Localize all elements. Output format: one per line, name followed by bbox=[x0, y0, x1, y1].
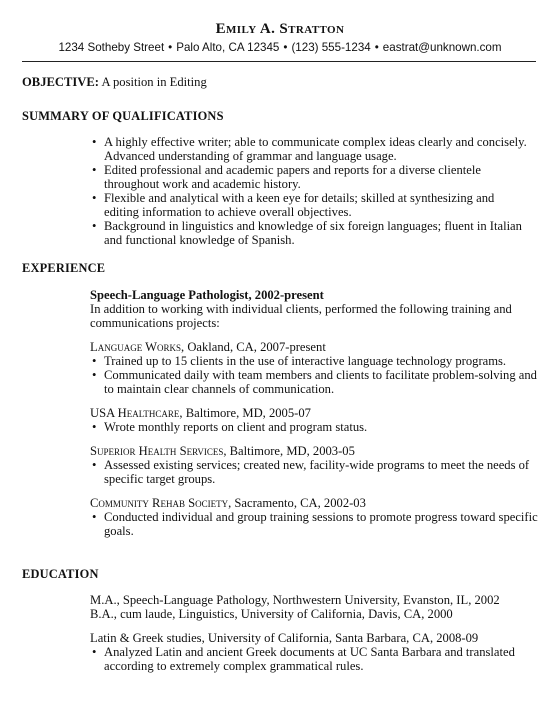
objective-line bbox=[22, 75, 536, 89]
list-item: • Background in linguistics and knowledge of six foreign languages; fluent in Italian and functional knowledge of Spanish. bbox=[90, 219, 530, 247]
list-item: • A highly effective writer; able to communicate complex ideas clearly and concisely. Advanced understanding of grammar and language usage. bbox=[90, 135, 530, 163]
header-divider bbox=[22, 61, 536, 62]
employer-duties bbox=[90, 458, 538, 486]
degree-line: B.A., cum laude, Linguistics, University of California, Davis, CA, 2000 bbox=[90, 607, 453, 621]
employer-place: , Baltimore, MD, 2005-07 bbox=[179, 406, 311, 420]
list-item: • Assessed existing services; created new, facility-wide programs to meet the needs of specific target groups. bbox=[90, 458, 538, 486]
job-intro: In addition to working with individual clients, performed the following training and communications projects: bbox=[90, 302, 512, 330]
list-item: • Edited professional and academic papers and reports for a diverse clientele throughout work and academic history. bbox=[90, 163, 530, 191]
phone-text: (123) 555-1234 bbox=[291, 41, 371, 54]
studies-line: Latin & Greek studies, University of California, Santa Barbara, CA, 2008-09 bbox=[90, 631, 479, 645]
employer-duties bbox=[90, 354, 538, 396]
experience-heading: EXPERIENCE bbox=[22, 261, 106, 275]
list-item: • Flexible and analytical with a keen eye for details; skilled at synthesizing and editing information to achieve overall objectives. bbox=[90, 191, 530, 219]
employer-line bbox=[90, 406, 538, 420]
objective-label: OBJECTIVE: bbox=[22, 75, 99, 89]
employer-block bbox=[90, 340, 538, 396]
summary-heading: SUMMARY OF QUALIFICATIONS bbox=[22, 109, 224, 123]
employer-line bbox=[90, 340, 538, 354]
employer-place: , Sacramento, CA, 2002-03 bbox=[228, 496, 366, 510]
list-item: • Communicated daily with team members and clients to facilitate problem-solving and to maintain clear channels of communication. bbox=[90, 368, 538, 396]
city-text: Palo Alto, CA 12345 bbox=[176, 41, 280, 54]
studies-list bbox=[90, 645, 540, 673]
list-item: • Analyzed Latin and ancient Greek documents at UC Santa Barbara and translated according to extremely complex grammatical rules. bbox=[90, 645, 540, 673]
employer-duties bbox=[90, 510, 538, 538]
list-item: • Conducted individual and group training sessions to promote progress toward specific goals. bbox=[90, 510, 538, 538]
email-link[interactable]: eastrat@unknown.com bbox=[382, 41, 502, 54]
employer-name: Language Works bbox=[90, 340, 182, 354]
degree-line: M.A., Speech-Language Pathology, Northwestern University, Evanston, IL, 2002 bbox=[90, 593, 500, 607]
candidate-name: Emily A. Stratton bbox=[215, 21, 345, 37]
employer-name: USA Healthcare bbox=[90, 406, 180, 420]
employer-name: Community Rehab Society bbox=[90, 496, 229, 510]
employer-duties bbox=[90, 420, 538, 434]
contact-separator: • bbox=[168, 41, 173, 54]
objective-text: A position in Editing bbox=[101, 75, 207, 89]
employer-block bbox=[90, 406, 538, 434]
contact-separator: • bbox=[283, 41, 288, 54]
address-text: 1234 Sotheby Street bbox=[58, 41, 165, 54]
summary-list bbox=[90, 135, 530, 247]
employer-line bbox=[90, 444, 538, 458]
list-item: • Wrote monthly reports on client and program status. bbox=[90, 420, 538, 434]
employer-block bbox=[90, 496, 538, 538]
contact-separator: • bbox=[374, 41, 379, 54]
employer-line bbox=[90, 496, 538, 510]
contact-line bbox=[0, 41, 560, 55]
education-heading: EDUCATION bbox=[22, 567, 99, 581]
summary-section bbox=[90, 135, 530, 247]
employer-name: Superior Health Services bbox=[90, 444, 224, 458]
experience-section bbox=[90, 288, 538, 538]
education-section bbox=[90, 593, 540, 673]
job-title: Speech-Language Pathologist, 2002-present bbox=[90, 288, 324, 302]
employer-place: , Oakland, CA, 2007-present bbox=[181, 340, 326, 354]
list-item: • Trained up to 15 clients in the use of interactive language technology programs. bbox=[90, 354, 538, 368]
employer-block bbox=[90, 444, 538, 486]
employer-place: , Baltimore, MD, 2003-05 bbox=[223, 444, 355, 458]
